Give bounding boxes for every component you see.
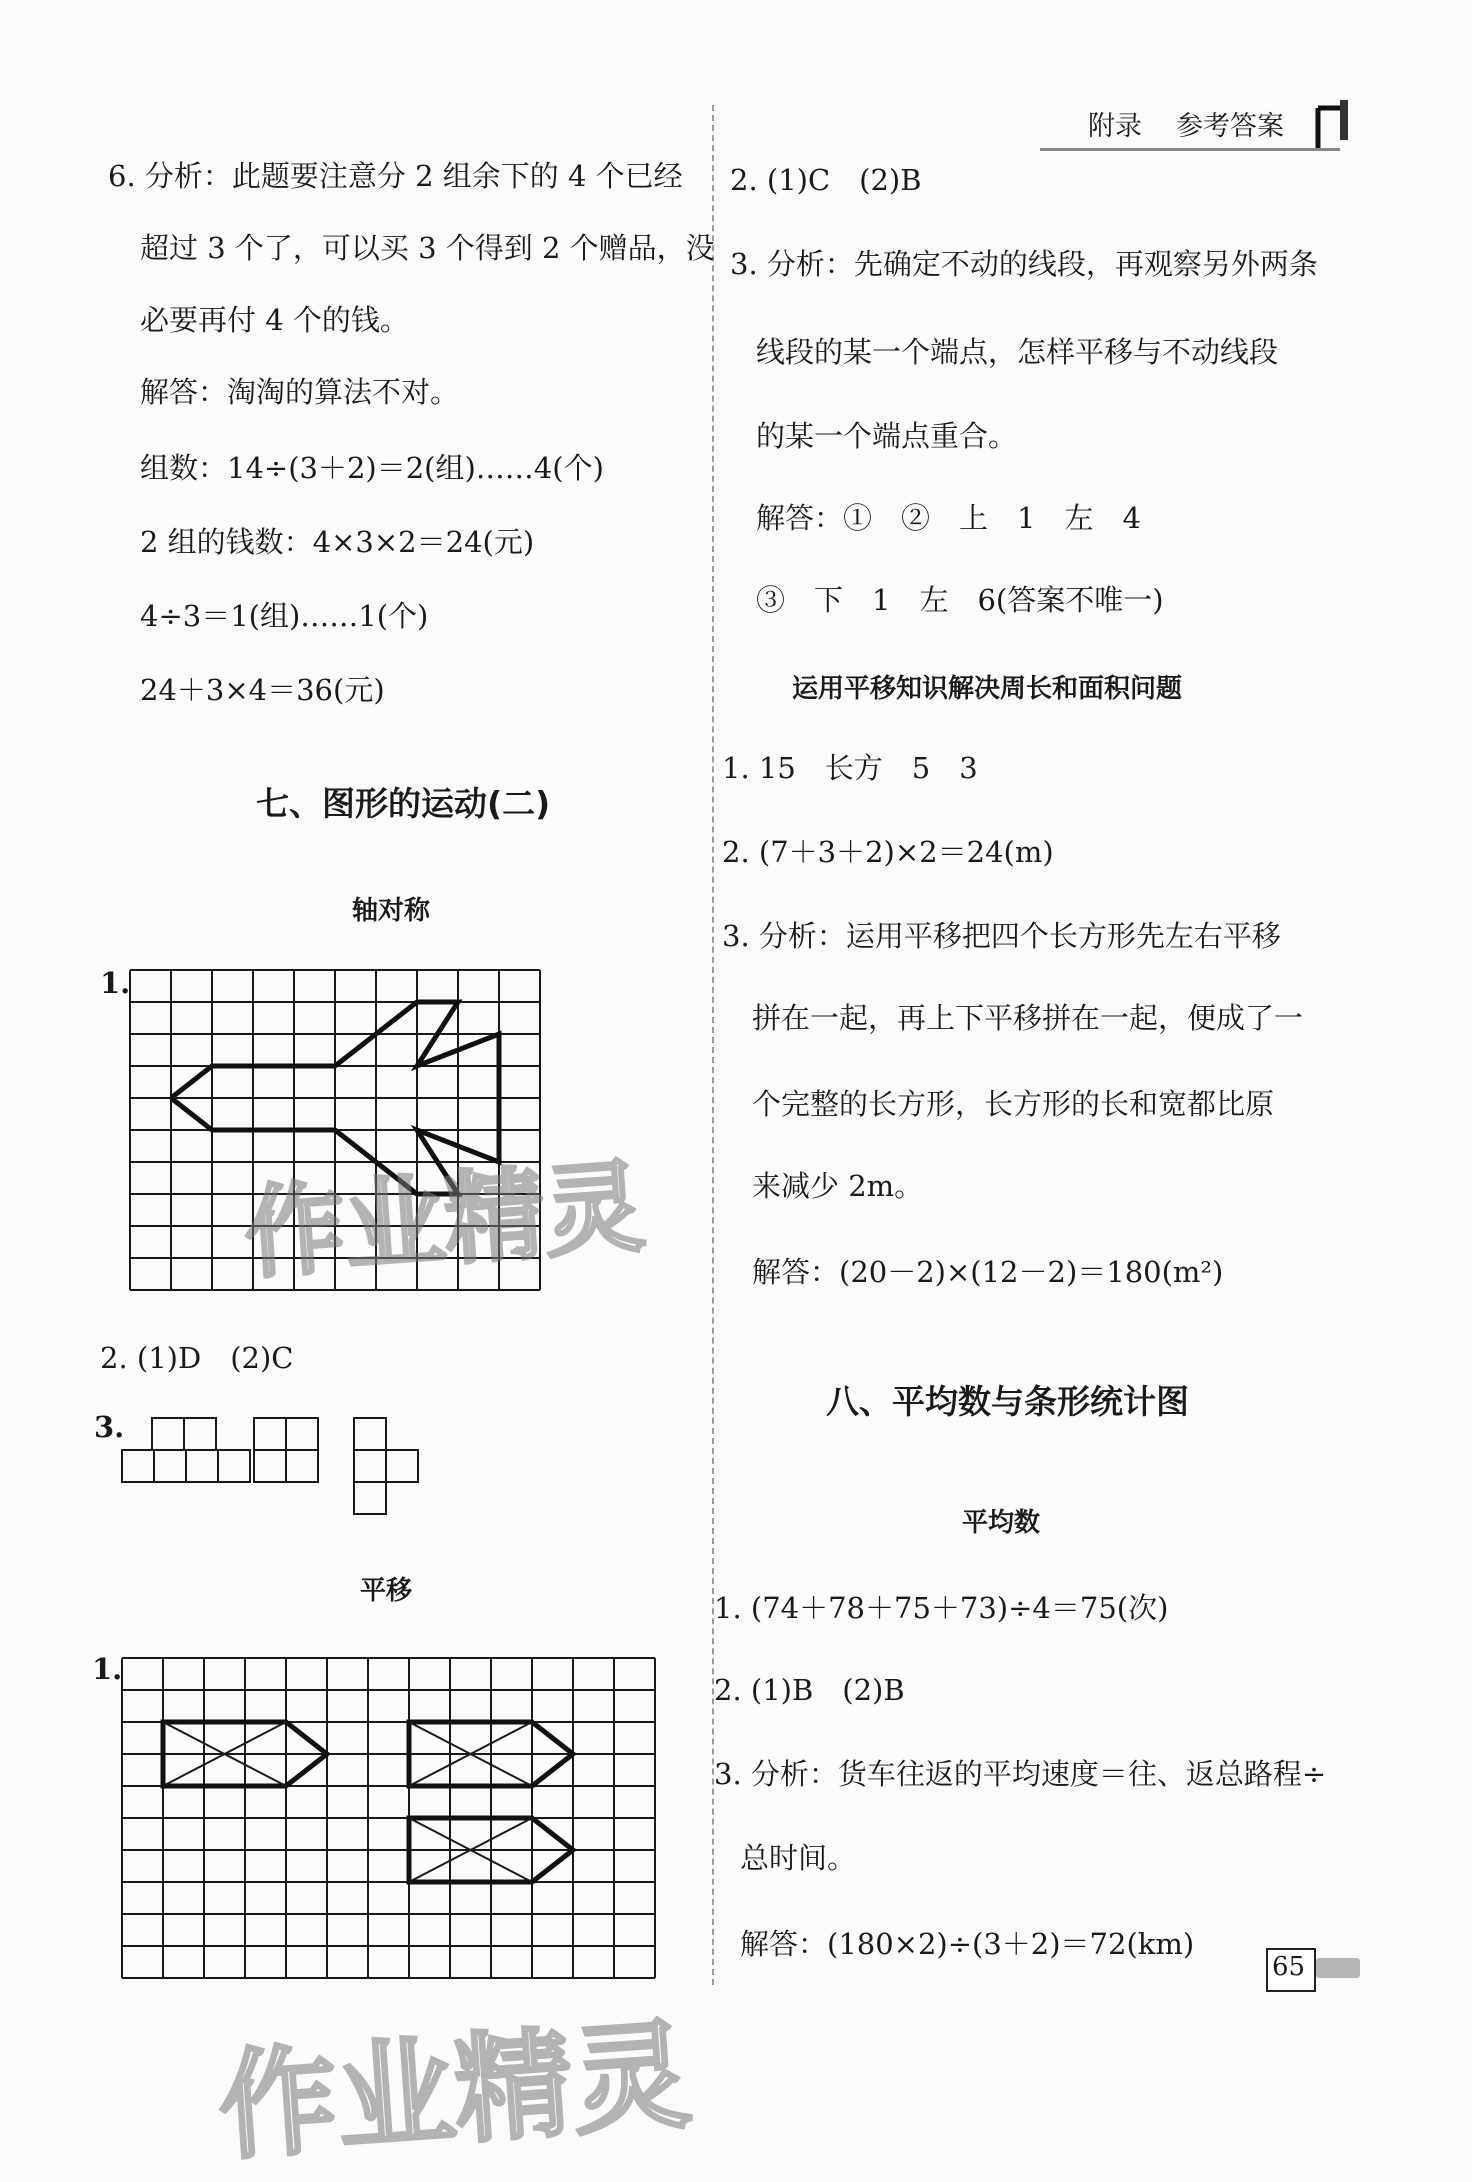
- r-p3-line5: 解答：(20－2)×(12－2)＝180(m²): [752, 1255, 1224, 1289]
- r-a3-line1: 3. 分析：货车往返的平均速度＝往、返总路程÷: [714, 1757, 1327, 1791]
- r-q3-line1: 3. 分析：先确定不动的线段，再观察另外两条: [730, 247, 1318, 281]
- q6-line8: 24＋3×4＝36(元): [140, 673, 385, 707]
- r-a3-line3: 解答：(180×2)÷(3＋2)＝72(km): [740, 1927, 1195, 1961]
- r-q3-line2: 线段的某一个端点，怎样平移与不动线段: [756, 335, 1279, 369]
- q6-line4: 解答：淘淘的算法不对。: [140, 375, 460, 409]
- r-p3-line4: 来减少 2m。: [752, 1169, 924, 1203]
- r-p2: 2. (7＋3＋2)×2＝24(m): [722, 835, 1054, 869]
- q6-line3: 必要再付 4 个的钱。: [140, 303, 409, 337]
- watermark-middle: 作业精灵: [240, 1148, 649, 1293]
- r-p3-line3: 个完整的长方形，长方形的长和宽都比原: [752, 1087, 1275, 1121]
- translation-grid: [120, 1656, 658, 1982]
- r-p3-line2: 拼在一起，再上下平移拼在一起，便成了一: [752, 1001, 1304, 1035]
- r-q3-line5: ③ 下 1 左 6(答案不唯一): [756, 583, 1164, 617]
- axis-symmetry-title: 轴对称: [352, 896, 431, 926]
- r-a2: 2. (1)B (2)B: [714, 1673, 905, 1707]
- q6-line6: 2 组的钱数：4×3×2＝24(元): [140, 525, 535, 559]
- page-number-tab: [1316, 1958, 1360, 1978]
- header-appendix: 附录: [1088, 111, 1142, 142]
- r-q3-line3: 的某一个端点重合。: [756, 419, 1018, 453]
- net-shapes: [120, 1410, 440, 1520]
- r-q2: 2. (1)C (2)B: [730, 163, 922, 197]
- q6-line1: 6. 分析：此题要注意分 2 组余下的 4 个已经: [108, 159, 683, 193]
- r-a3-line2: 总时间。: [740, 1841, 857, 1875]
- translation-title: 平移: [360, 1576, 413, 1606]
- r-q3-line4: 解答：① ② 上 1 左 4: [756, 501, 1141, 535]
- header-rule: [1040, 148, 1340, 151]
- header-title: 参考答案: [1176, 111, 1284, 142]
- r-p3-line1: 3. 分析：运用平移把四个长方形先左右平移: [722, 919, 1281, 953]
- axis-q1-label: 1.: [100, 966, 131, 1000]
- header-bracket: [1312, 100, 1352, 160]
- r-p1: 1. 15 长方 5 3: [722, 751, 978, 785]
- page-number: 65: [1272, 1952, 1306, 1982]
- axis-q3-label: 3.: [94, 1410, 125, 1444]
- chapter8-title: 八、平均数与条形统计图: [826, 1382, 1189, 1421]
- axis-q2: 2. (1)D (2)C: [100, 1341, 294, 1375]
- average-title: 平均数: [962, 1508, 1041, 1538]
- perimeter-section-title: 运用平移知识解决周长和面积问题: [792, 674, 1183, 704]
- watermark-bottom: 作业精灵: [214, 2005, 695, 2177]
- q6-line2: 超过 3 个了，可以买 3 个得到 2 个赠品，没: [140, 231, 715, 265]
- q6-line5: 组数：14÷(3＋2)＝2(组)……4(个): [140, 451, 604, 485]
- trans-q1-label: 1.: [92, 1652, 123, 1686]
- r-a1: 1. (74＋78＋75＋73)÷4＝75(次): [714, 1591, 1169, 1625]
- chapter7-title: 七、图形的运动(二): [256, 784, 551, 823]
- q6-line7: 4÷3＝1(组)……1(个): [140, 599, 429, 633]
